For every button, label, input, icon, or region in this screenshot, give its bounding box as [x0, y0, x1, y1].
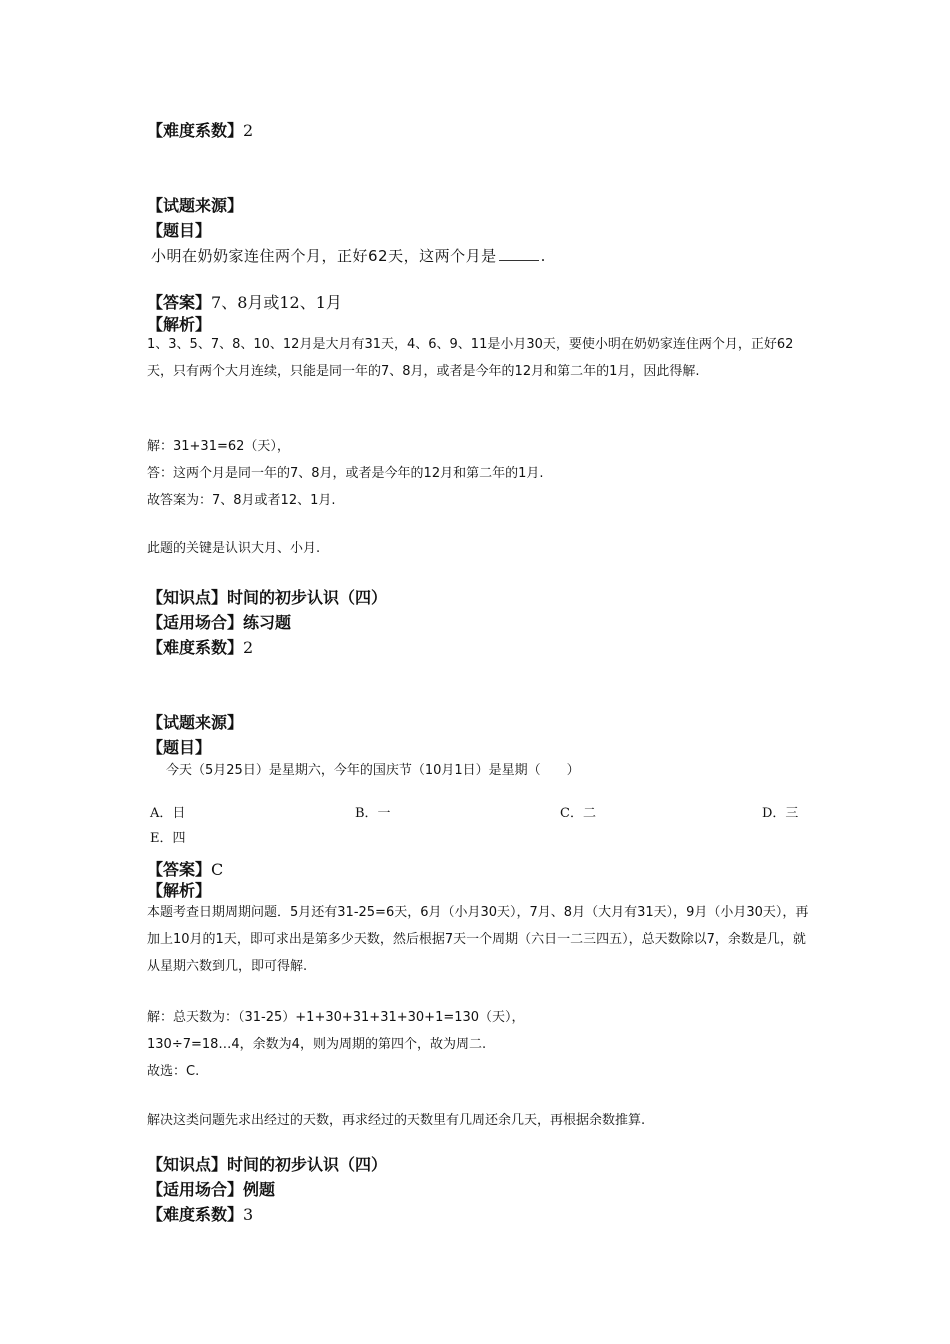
q1-question — [151, 245, 546, 266]
q1-usage-label: 【适用场合】 — [147, 613, 244, 632]
q2-answer-row — [147, 857, 223, 880]
q2-knowledge-label: 【知识点】 — [147, 1155, 228, 1174]
q1-source-label: 【试题来源】 — [147, 196, 244, 215]
q1-answer-value: 7、8月或12、1月 — [211, 293, 342, 312]
q2-difficulty-label: 【难度系数】 — [147, 1205, 244, 1224]
difficulty-value: 2 — [243, 121, 254, 140]
q2-solution-line-2: 130÷7=18…4，余数为4，则为周期的第四个，故为周二. — [147, 1037, 487, 1052]
q2-comment: 解决这类问题先求出经过的天数，再求经过的天数里有几周还余几天，再根据余数推算. — [147, 1113, 646, 1128]
q2-option-e: E．四 — [150, 831, 186, 846]
q2-answer-value: C — [211, 860, 224, 879]
q1-usage-value: 练习题 — [243, 613, 292, 632]
q2-option-d: D．三 — [762, 806, 799, 821]
q2-option-b: B．一 — [355, 806, 391, 821]
q1-difficulty-row — [147, 635, 253, 658]
q1-knowledge-row — [147, 585, 387, 608]
q1-solution-line-2: 答：这两个月是同一年的7、8月，或者是今年的12月和第二年的1月. — [147, 466, 544, 481]
q2-usage-value: 例题 — [243, 1180, 276, 1199]
q1-question-end: . — [540, 247, 546, 265]
q2-option-c: C．二 — [560, 806, 596, 821]
q2-analysis-paragraph: 本题考查日期周期问题．5月还有31-25=6天，6月（小月30天），7月、8月（大月有31天），9月（小月30天），再加上10月的1天，即可求出是第多少天数，然后根据7天一个周期（六日一二三四五），总天数除以7，余数是几，就从星期六数到几，即可得解. — [147, 905, 809, 974]
q1-analysis-paragraph: 1、3、5、7、8、10、12月是大月有31天，4、6、9、11是小月30天，要使小明在奶奶家连住两个月，正好62天，只有两个大月连续，只能是同一年的7、8月，或者是今年的12月和第二年的1月，因此得解. — [147, 337, 794, 379]
q1-analysis-label: 【解析】 — [147, 315, 212, 334]
q1-answer-blank — [499, 246, 539, 261]
q2-solution-line-3: 故选：C. — [147, 1064, 200, 1079]
q2-analysis-label: 【解析】 — [147, 881, 212, 900]
q2-option-a: A．日 — [150, 806, 186, 821]
q2-source-label: 【试题来源】 — [147, 713, 244, 732]
q1-solution-line-1: 解：31+31=62（天）， — [147, 439, 290, 454]
q1-solution-line-3: 故答案为：7、8月或者12、1月. — [147, 493, 336, 508]
q1-difficulty-label: 【难度系数】 — [147, 638, 244, 657]
difficulty-row-top — [147, 118, 253, 141]
q2-knowledge-value: 时间的初步认识（四） — [227, 1155, 388, 1174]
q1-knowledge-label: 【知识点】 — [147, 588, 228, 607]
q2-usage-row — [147, 1177, 275, 1200]
q1-answer-label: 【答案】 — [147, 293, 212, 312]
q1-title-label: 【题目】 — [147, 221, 212, 240]
q1-answer-row — [147, 290, 342, 313]
q1-difficulty-value: 2 — [243, 638, 254, 657]
q1-question-text: 小明在奶奶家连住两个月，正好62天，这两个月是 — [151, 247, 497, 265]
difficulty-label: 【难度系数】 — [147, 121, 244, 140]
q2-knowledge-row — [147, 1152, 387, 1175]
q2-difficulty-value: 3 — [243, 1205, 254, 1224]
q1-knowledge-value: 时间的初步认识（四） — [227, 588, 388, 607]
q2-answer-label: 【答案】 — [147, 860, 212, 879]
q2-usage-label: 【适用场合】 — [147, 1180, 244, 1199]
q2-solution-line-1: 解：总天数为：（31-25）+1+30+31+31+30+1=130（天）， — [147, 1010, 525, 1025]
q2-difficulty-row — [147, 1202, 253, 1225]
q1-usage-row — [147, 610, 291, 633]
q2-question: 今天（5月25日）是星期六，今年的国庆节（10月1日）是星期（ ） — [166, 763, 580, 778]
q1-comment: 此题的关键是认识大月、小月. — [147, 541, 321, 556]
q2-title-label: 【题目】 — [147, 738, 212, 757]
